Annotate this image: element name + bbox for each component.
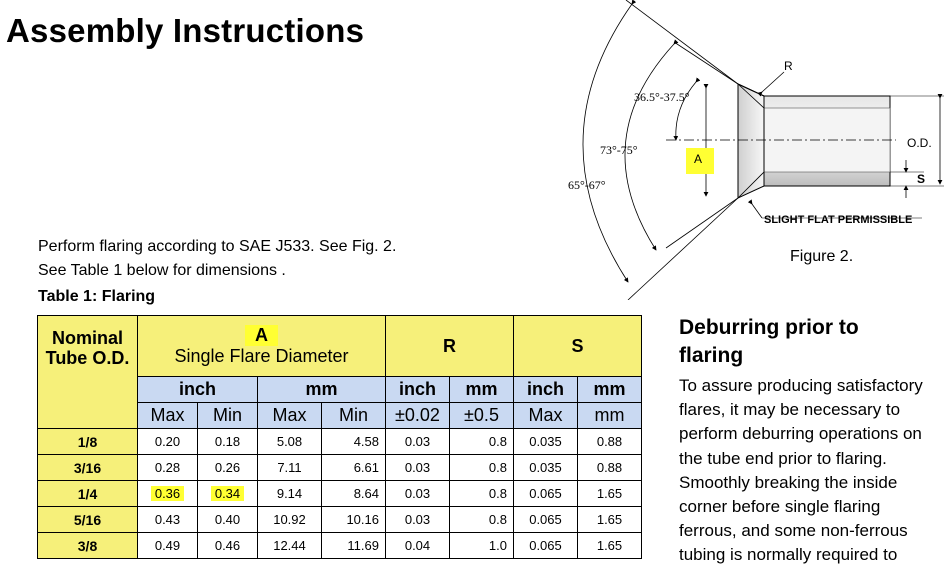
nominal-header: Nominal Tube O.D. [38, 316, 138, 429]
table-cell [198, 533, 258, 559]
table-cell [258, 507, 322, 533]
cell-value: 0.035 [529, 460, 562, 475]
table-cell [258, 429, 322, 455]
table-cell [386, 481, 450, 507]
table-cell [514, 455, 578, 481]
cell-value: 1.65 [596, 538, 623, 553]
table-cell [514, 481, 578, 507]
cell-value: 11.69 [347, 538, 379, 553]
a-desc: Single Flare Diameter [174, 346, 349, 366]
cell-value: 1.0 [488, 538, 507, 553]
table-cell [138, 455, 198, 481]
table-cell [578, 507, 642, 533]
cell-value: 0.40 [214, 512, 241, 527]
unit-mm-r: mm [450, 377, 514, 403]
intro-line-2: See Table 1 below for dimensions . [38, 262, 286, 279]
cell-value: 0.20 [154, 434, 181, 449]
table-row [38, 429, 642, 455]
a-letter: A [245, 325, 278, 346]
cell-value: 10.92 [273, 512, 306, 527]
para-line: the tube end prior to flaring. [679, 448, 887, 468]
table-cell [198, 455, 258, 481]
label-s: S [917, 172, 926, 186]
label-angle-outer: 65°-67° [568, 178, 606, 192]
intro-text [38, 235, 396, 283]
label-a-figure: A [694, 152, 703, 166]
table-cell [578, 429, 642, 455]
subhead-min-inch: Min [198, 403, 258, 429]
a-header [138, 316, 386, 377]
cell-value: 0.035 [529, 434, 562, 449]
cell-value: 9.14 [276, 486, 303, 501]
page-title: Assembly Instructions [6, 12, 365, 49]
row-od: 3/16 [38, 455, 138, 481]
cell-value: 4.58 [353, 434, 379, 449]
cell-value: 0.065 [529, 538, 562, 553]
flaring-table [37, 315, 642, 559]
table-cell [258, 481, 322, 507]
label-od: O.D. [907, 136, 932, 150]
row-od: 3/8 [38, 533, 138, 559]
cell-value: 0.03 [404, 460, 431, 475]
cell-value: 0.04 [404, 538, 431, 553]
label-r: R [784, 59, 793, 73]
table-cell [450, 429, 514, 455]
table-cell [450, 455, 514, 481]
row-od: 5/16 [38, 507, 138, 533]
deburring-paragraph [679, 374, 949, 568]
table-cell [138, 429, 198, 455]
deburring-heading-line-1: Deburring prior to [679, 316, 859, 339]
table-cell [450, 533, 514, 559]
cell-value: 0.88 [596, 460, 623, 475]
table-row [38, 533, 642, 559]
para-line: Smoothly breaking the inside [679, 472, 898, 492]
table-cell [386, 429, 450, 455]
cell-value: 12.44 [273, 538, 306, 553]
deburring-heading-line-2: flaring [679, 344, 744, 367]
table-cell [138, 533, 198, 559]
cell-value: 0.03 [404, 434, 431, 449]
cell-value: 0.26 [214, 460, 241, 475]
table-cell [322, 507, 386, 533]
unit-mm-a: mm [258, 377, 386, 403]
label-angle-mid: 73°-75° [600, 143, 638, 157]
para-line: ferrous, and some non-ferrous [679, 521, 908, 541]
cell-value: 0.8 [488, 486, 507, 501]
subhead-r-mm-tol: ±0.5 [450, 403, 514, 429]
unit-mm-s: mm [578, 377, 642, 403]
flare-diagram [556, 0, 952, 300]
cell-value: 0.03 [404, 512, 431, 527]
cell-value: 1.65 [596, 486, 623, 501]
figure-caption: Figure 2. [790, 248, 854, 265]
cell-value: 0.065 [529, 512, 562, 527]
table-cell [198, 429, 258, 455]
s-header: S [514, 316, 642, 377]
unit-inch-a: inch [138, 377, 258, 403]
row-od: 1/8 [38, 429, 138, 455]
cell-value: 0.8 [488, 460, 507, 475]
subhead-min-mm: Min [322, 403, 386, 429]
table-row [38, 481, 642, 507]
table-cell [138, 481, 198, 507]
cell-value: 5.08 [276, 434, 303, 449]
table-cell [514, 507, 578, 533]
label-slight-flat: SLIGHT FLAT PERMISSIBLE [764, 214, 913, 226]
table-title: Table 1: Flaring [38, 288, 156, 305]
deburring-heading [679, 314, 939, 370]
table-cell [322, 455, 386, 481]
table-cell [258, 455, 322, 481]
cell-value: 0.46 [214, 538, 241, 553]
table-row [38, 507, 642, 533]
cell-value: 0.36 [151, 486, 184, 501]
cell-value: 0.43 [154, 512, 181, 527]
cell-value: 0.28 [154, 460, 181, 475]
r-header: R [386, 316, 514, 377]
cell-value: 0.03 [404, 486, 431, 501]
table-cell [578, 533, 642, 559]
table-cell [514, 429, 578, 455]
table-cell [578, 481, 642, 507]
cell-value: 0.18 [214, 434, 241, 449]
table-cell [198, 481, 258, 507]
table-cell [450, 507, 514, 533]
flare-cone [738, 84, 764, 198]
cell-value: 0.88 [596, 434, 623, 449]
cell-value: 7.11 [277, 460, 302, 475]
table-cell [386, 507, 450, 533]
subhead-s-mm: mm [578, 403, 642, 429]
table-cell [386, 533, 450, 559]
cell-value: 10.16 [346, 512, 379, 527]
subhead-max-mm: Max [258, 403, 322, 429]
cell-value: 0.34 [211, 486, 244, 501]
para-line: To assure producing satisfactory [679, 376, 923, 395]
intro-line-1: Perform flaring according to SAE J533. See Fig. 2. [38, 238, 397, 255]
table-cell [578, 455, 642, 481]
cell-value: 0.49 [154, 538, 181, 553]
unit-inch-s: inch [514, 377, 578, 403]
table-cell [450, 481, 514, 507]
cell-value: 8.64 [353, 486, 379, 501]
table-cell [258, 533, 322, 559]
unit-inch-r: inch [386, 377, 450, 403]
label-angle-inner: 36.5°-37.5° [634, 90, 690, 104]
para-line: corner before single flaring [679, 497, 881, 517]
subhead-r-inch-tol: ±0.02 [386, 403, 450, 429]
table-cell [386, 455, 450, 481]
table-cell [138, 507, 198, 533]
table-row [38, 455, 642, 481]
table-cell [322, 481, 386, 507]
cell-value: 0.8 [488, 434, 507, 449]
cell-value: 1.65 [596, 512, 623, 527]
table-cell [198, 507, 258, 533]
table-cell [322, 533, 386, 559]
subhead-max-inch: Max [138, 403, 198, 429]
cell-value: 6.61 [353, 460, 379, 475]
subhead-s-max: Max [514, 403, 578, 429]
para-line: perform deburring operations on [679, 424, 922, 444]
table-cell [322, 429, 386, 455]
cell-value: 0.8 [488, 512, 507, 527]
cell-value: 0.065 [529, 486, 562, 501]
table-cell [514, 533, 578, 559]
para-line: tubing is normally required to [679, 545, 898, 565]
para-line: flares, it may be necessary to [679, 400, 901, 420]
row-od: 1/4 [38, 481, 138, 507]
